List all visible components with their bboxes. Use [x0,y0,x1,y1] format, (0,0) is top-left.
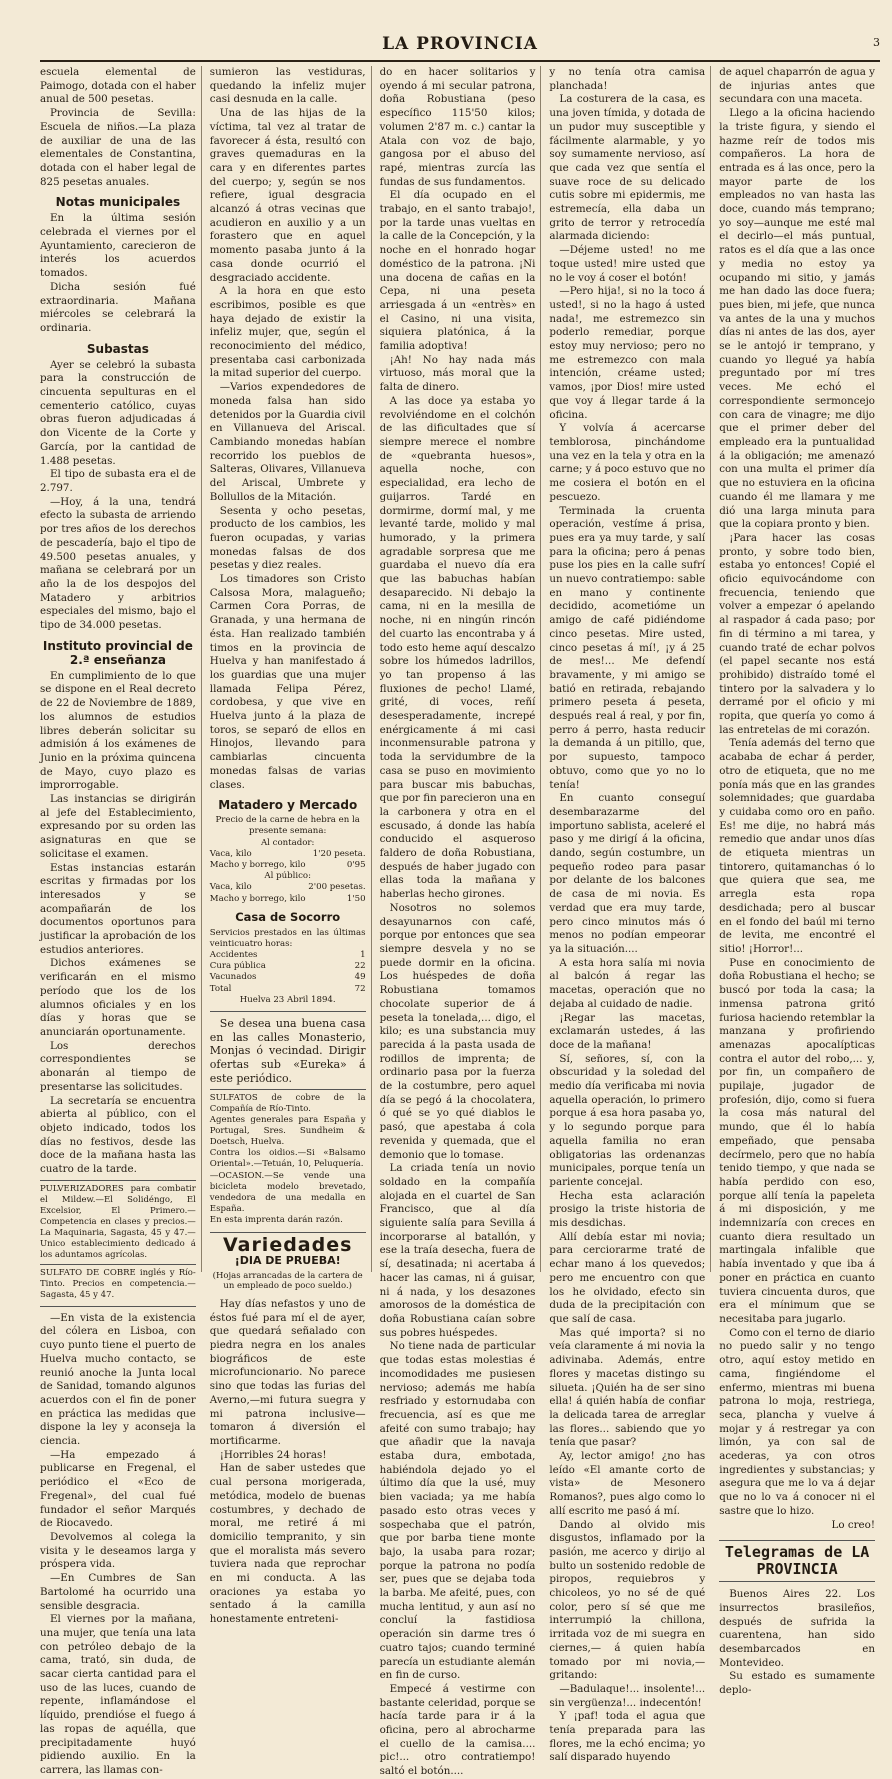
paragraph: —Hoy, á la una, tendrá efecto la subasta de arriendo por tres años de los derechos de pescadería, bajo el tipo de 49.500 pesetas anuales, y mañana se celebrará por un año la de los despojos del Matadero y arbitrios especiales del mismo, bajo el tipo de 34.000 pesetas. [40,495,196,632]
paragraph: Su estado es sumamente deplo- [719,1670,875,1697]
paragraph: Hay días nefastos y uno de éstos fué para mí el de ayer, que quedará señalado con piedra negra en los anales biográficos de este microfuncionario. No parece sino que todas las furias del Averno,—mi futura suegra y mi patrona inclusive—tomaron á diversión el mortificarme. [209,1297,366,1447]
classified: Se desea una buena casa en las calles Monasterio, Monjas ó vecindad. Dirigir ofertas sub «Eureka» á este periódico. [209,1017,366,1085]
price-row [210,860,366,871]
paragraph: ¡Horribles 24 horas! [219,1448,327,1461]
paragraph: La secretaría se encuentra abierta al público, con el objeto indicado, todos los días no festivos, desde las doce de la mañana hasta las cuatro de la tarde. [40,1094,196,1176]
paragraph: Y ¡paf! toda el agua que tenía preparada para las flores, me la echó encima; yo salí disparado huyendo [549,1710,706,1764]
paragraph: Buenos Aires 22. Los insurrectos brasileños, después de sufrida la cuarentena, han sido desembarcados en Montevideo. [719,1588,875,1669]
advertisement: SULFATO DE COBRE inglés y Río-Tinto. Precios en competencia.—Sagasta, 45 y 47. [40,1264,196,1301]
paragraph: Han de saber ustedes que cual persona morigerada, metódica, modelo de buenas costumbres, y dechado de moral, me retiré á mi domicilio tempranito, y sin que el moralista más severo tuviera nada que reprochar en mi conducta. A las oraciones ya estaba yo sentado á la camilla honestamente entreteni- [209,1462,366,1626]
paragraph: —En vista de la existencia del cólera en Lisboa, con cuyo punto tiene el puerto de Huelva mucho contacto, se reunió anoche la Junta local de Sanidad, tomando algunos acuerdos con el fin de poner en práctica las medidas que dispone la ley y aconseja la ciencia. [40,1311,196,1448]
paragraph: En cumplimiento de lo que se dispone en el Real decreto de 22 de Noviembre de 1889, los alumnos de estudios libres deberán solicitar su admisión á los exámenes de Junio en la próxima quincena de Mayo, cuyo plazo es improrrogable. [40,669,196,792]
price-value: 2'00 pesetas. [308,882,366,893]
page-number: 3 [873,36,880,49]
market-subheading: Al contador: [260,837,315,848]
section-heading: Matadero y Mercado [218,798,358,813]
paragraph: En cuanto conseguí desembarazarme del importuno sablista, aceleré el paso y me dirigí á la oficina, dando, según costumbre, un pequeño rodeo para pasar por delante de los balcones de casa de mi novia. Es verdad que era muy tarde, pero cinco minutos más ó menos no podían empeorar ya la situación.... [549,792,706,955]
paragraph: Ayer se celebró la subasta para la construcción de cincuenta sepulturas en el cementerio católico, cuyas obras fueron adjudicadas á don Vicente de la Corte y García, por la cantidad de 1.488 pesetas. [40,358,196,467]
paragraph: Hecha esta aclaración prosigo la triste historia de mis desdichas. [549,1189,706,1230]
column-2 [209,66,372,1626]
price-row [210,882,366,893]
article-subtitle: (Hojas arrancadas de la cartera de un empleado de poco sueldo.) [212,1270,363,1292]
paragraph: Empecé á vestirme con bastante celeridad, porque se hacía tarde para ir á la oficina, pero al abrocharme el cuello de la camisa.... pic!... otro contratiempo! saltó el botón.... [379,1682,536,1778]
advertisement: SULFATOS de cobre de la Compañía de Río-Tinto. [210,1089,366,1115]
paragraph: Llego a la oficina haciendo la triste figura, y siendo el hazme reír de todos mis compañeros. La hora de entrada es á las once, pero la mayor parte de los empleados no van hasta las doce, cuando más temprano; yo soy—aunque me esté mal el decirlo—el más puntual, ratos es el día que a las once y media no estoy ya ocupando mi sitio, y jamás me han dado las doce fuera; pues bien, mi jefe, que nunca va antes de la una y muchos días ni antes de las dos, ayer se le antojó ir temprano, y cuando yo llegué ya había preguntado por mí tres veces. Me echó el correspondiente sermoncejo con cara de vinagre; me dijo que el primer deber del empleado era la puntualidad á la obligación; me amenazó con una multa el primer día que no estuviera en la oficina cuando él me llamara y me dió una larga minuta para que la copiara pronto y bien. [719,107,875,531]
paragraph: —Badulaque!... insolente!... sin vergüenza!... indecentón! [549,1682,706,1709]
advertisement: PULVERIZADORES para combatir el Mildew.—El Solidéngo, El Excelsior, El Primero.—Competencia en clases y precios.—La Maquinaria, Sagasta, 45 y 47.—Unico establecimiento dedicado á los aduntamos agrícolas. [40,1180,196,1261]
services-label: Accidentes [209,950,258,960]
section-title: Telegramas de LA PROVINCIA [719,1540,875,1582]
divider [40,1306,196,1307]
services-value: 22 [354,961,366,972]
column-4 [549,66,711,1764]
paragraph: ¡Ah! No hay nada más virtuoso, más moral que la falta de dinero. [379,353,536,394]
paragraph: Dicha sesión fué extraordinaria. Mañana miércoles se celebrará la ordinaria. [40,280,196,334]
column-1 [40,66,202,1776]
columns [40,66,880,1778]
paragraph: —Déjeme usted! no me toque usted! mire usted que no le voy á coser el botón! [549,244,706,284]
paragraph: Sesenta y ocho pesetas, producto de los cambios, les fueron ocupadas, y varias monedas falsas de dos pesetas y diez reales. [209,504,366,572]
paragraph: Dichos exámenes se verificarán en el mismo período que los de los alumnos oficiales y en los días y horas que se anunciarán oportunamente. [40,957,196,1038]
column-5 [719,66,880,1697]
paragraph: —En Cumbres de San Bartolomé ha ocurrido una sensible desgracia. [40,1572,196,1612]
dateline: Huelva 23 Abril 1894. [239,994,336,1005]
section-heading: Notas municipales [55,195,181,210]
column-3 [379,66,542,1778]
price-row [210,894,366,905]
paragraph: A esta hora salía mi novia al balcón á regar las macetas, operación que no dejaba al cuidado de nadie. [549,956,706,1010]
price-value: 0'95 [346,860,366,871]
section-heading: Instituto provincial de 2.ª enseñanza [42,638,193,667]
services-value: 72 [354,983,366,994]
paragraph: Puse en conocimiento de doña Robustiana el hecho; se buscó por toda la casa; la inmensa patrona gritó furiosa haciendo retemblar la manzana y profiriendo amenazas apocalípticas contra el autor del robo,... y, por fin, un compañero de pupilaje, jugador de profesión, dijo, como si fuera la cosa más natural del mundo, que él lo había empeñado, que pensaba decírmelo, pero que no había tenido tiempo, y que nada se había perdido con eso, porque allí tenía la papeleta á mi disposición, y me indemnizaría con creces en cuanto diera resultado un martingala infalible que había inventado y que iba á poner en práctica en cuanto tuviera cincuenta duros, que era el mínimum que se necesitaba para jugarlo. [719,956,875,1325]
paragraph: Ay, lector amigo! ¿no has leído «El amante corto de vista» de Mesonero Romanos?, pues algo como lo allí escrito me pasó á mí. [549,1450,706,1517]
services-row [210,972,366,983]
advertisement: Agentes generales para España y Portugal, Sres. Sundheim & Doetsch, Huelva. [209,1114,366,1147]
services-label: Cura pública [209,961,266,972]
paragraph: No tiene nada de particular que todas estas molestias é incomodidades me pusiesen nervioso; además me había resfriado y estornudaba con frecuencia, así es que me afeité con sumo trabajo; hay que añadir que la navaja estaba dura, embotada, habiéndola dejado yo el último día que la usé, muy bien vaciada; ya me había pasado esto otras veces y sospechaba que el patrón, que por barba tiene monte bajo, la usaba para rozar; porque la patrona no podía ser, pues que se dejaba toda la barba. Me afeité, pues, con mucha lentitud, y aun así no concluí la fastidiosa operación sin darme tres ó cuatro tajos; cuando terminé parecía un estudiante alemán en fin de curso. [379,1340,536,1682]
services-row [210,961,366,972]
paragraph: Terminada la cruenta operación, vestíme á prisa, pues era ya muy tarde, y salí para la oficina; pero á penas puse los pies en la calle sufrí un nuevo contratiempo: sable en mano y continente decidido, acometióme un amigo de café pidiéndome cinco pesetas. Mire usted, cinco pesetas á mí!, ¡y á 25 de mes!... Me defendí bravamente, y mi amigo se batió en retirada, rebajando primero peseta á peseta, después real á real, y por fin, perro á perro, hasta reducir la demanda á un pitillo, que, por supuesto, tampoco obtuvo, como que yo no lo tenía! [549,504,706,791]
paragraph: Provincia de Sevilla: Escuela de niños.—La plaza de auxiliar de una de las elementales de Constantina, dotada con el haber legal de 825 pesetas anuales. [40,107,196,188]
advertisement: —OCASION.—Se vende una bicicleta modelo brevetado, vendedora de una medalla en España. [209,1170,366,1215]
divider [210,1232,366,1233]
paragraph: El tipo de subasta era el de 2.797. [40,468,196,494]
paragraph: En la última sesión celebrada el viernes por el Ayuntamiento, carecieron de interés los acuerdos tomados. [40,212,196,280]
page-header [40,30,880,62]
services-label: Vacunados [209,972,257,983]
price-row [210,849,366,860]
price-label: Vaca, kilo [209,848,252,859]
services-value: 49 [354,972,366,983]
services-label: Total [209,983,232,994]
section-title: Variedades [222,1233,353,1256]
advertisement: Contra los oidios.—Si «Balsamo Oriental».—Tetuán, 10, Peluquería. [209,1148,366,1170]
paragraph: Las instancias se dirigirán al jefe del Establecimiento, expresando por su orden las asignaturas en que se solicitase el examen. [40,793,196,860]
paragraph: El día ocupado en el trabajo, en el santo trabajo!, por la tarde unas vueltas en la calle de la Concepción, y la noche en el honrado hogar doméstico de la patrona. ¡Ni una docena de cañas en la Cepa, ni una peseta arriesgada á un «entrès» en el Casino, ni una visita, siquiera platónica, á la familia adoptiva! [379,189,536,353]
paragraph: do en hacer solitarios y oyendo á mi secular patrona, doña Robustiana (peso específico 115'50 kilos; volumen 2'87 m. c.) cantar la Atala con voz de bajo, gangosa por el abuso del rapé, mientras zurcía las fundas de sus fundamentos. [379,66,536,188]
paragraph: escuela elemental de Paimogo, dotada con el haber anual de 500 pesetas. [40,66,196,106]
paragraph: Y volvía á acercarse temblorosa, pinchándome una vez en la tela y otra en la carne; y á poco estuvo que no me cosiera el botón en el pescuezo. [549,422,706,503]
paragraph: —Varios expendedores de moneda falsa han sido detenidos por la Guardia civil en Villanueva del Ariscal. Cambiando monedas habían recorrido los pueblos de Salteras, Olivares, Villanueva del Ariscal, Umbrete y Bollullos de la Mitación. [209,381,366,503]
services-row [210,950,366,961]
paragraph: y no tenía otra camisa planchada! [549,66,706,92]
paragraph: Mas qué importa? si no veía claramente á mi novia la adivinaba. Además, entre flores y macetas distingo su silueta. ¡Quién ha de ser sino ella! á quién había de confiar la delicada tarea de arreglar las flores... sabiendo que yo tenía que pasar? [549,1326,706,1449]
market-intro: Precio de la carne de hebra en la presente semana: [215,815,360,837]
paragraph: de aquel chaparrón de agua y de injurias antes que secundara con una maceta. [719,66,875,106]
divider [210,1011,366,1012]
price-label: Macho y borrego, kilo [209,893,306,904]
paragraph: A la hora en que esto escribimos, posible es que haya dejado de existir la infeliz mujer, que, según el reconocimiento del médico, presentaba casi carbonizada la mitad superior del cuerpo. [209,285,366,380]
section-heading: Subastas [86,341,149,356]
paragraph: A las doce ya estaba yo revolviéndome en el colchón de las dificultades que sí siempre merece el nombre de «quebranta huesos», aquella noche, con especialidad, era lecho de guijarros. Tardé en dormirme, dormí mal, y me levanté tarde, molido y mal humorado, y la primera agradable sorpresa que me guardaba el nuevo día era que las babuchas habían desaparecido. Ni debajo la cama, ni en la mesilla de noche, ni en ningún rincón del cuarto las encontraba y á todo esto heme aquí descalzo sobre los húmedos ladrillos, yo tan propenso á las fluxiones de pecho! Llamé, grité, di voces, reñí desesperadamente, increpé enérgicamente á mi casi inconmensurable patrona y toda la servidumbre de la casa se puso en movimiento para buscar mis babuchas, que por fin parecieron una en la carbonera y otra en el escusado, á donde las había conducido el asqueroso faldero de doña Robustiana, después de haber jugado con ellas toda la mañana y haberlas hecho girones. [379,394,536,901]
paragraph: Estas instancias estarán escritas y firmadas por los interesados y se acompañarán de los documentos oportunos para justificar la aprobación de los estudios anteriores. [40,861,196,956]
paragraph: —Pero hija!, si no la toco á usted!, si no la hago á usted nada!, me estremezco sin poderlo remediar, porque estoy muy nervioso; pero no me estremezco con mala intención, créame usted; vamos, ¡por Dios! mire usted que voy á llegar tarde á la oficina. [549,285,706,421]
article-title: ¡DIA DE PRUEBA! [234,1254,341,1268]
sign-off: Lo creo! [831,1518,875,1531]
paragraph: Nosotros no solemos desayunarnos con café, porque por entonces que sea siempre desvela y no se puede dormir en la oficina. Los huéspedes de doña Robustiana tomamos chocolate superior de á peseta la tonelada,... digo, el kilo; es una substancia muy parecida á la pasta usada de rodillos de imprenta; de ordinario pasa por la fuerza de la costumbre, pero aquel día se pegó á la chocolatera, ó qué se yo qué diablos le pasó, que apestaba á cola revenida y quemada, que el demonio que lo tomase. [379,901,536,1161]
price-value: 1'50 [346,893,366,904]
paragraph: El viernes por la mañana, una mujer, que tenía una lata con petróleo debajo de la cama, trató, sin duda, de sacar cierta cantidad para el uso de las luces, cuando de repente, inflamándose el líquido, prendióse el fuego á las ropas de aquélla, que precipitadamente huyó pidiendo auxilio. En la carrera, las llamas con- [40,1613,196,1776]
price-label: Macho y borrego, kilo [209,860,306,871]
masthead: LA PROVINCIA [382,34,538,54]
paragraph: Como con el terno de diario no puedo salir y no tengo otro, aquí estoy metido en cama, fingiéndome el enfermo, mientras mi buena patrona lo moja, restriega, seca, plancha y vuelve á mojar y á restregar ya con limón, ya con sal de acederas, ya con otros ingredientes y substancias; y asegura que me lo va á dejar que no lo va á conocer ni el sastre que lo hizo. [719,1326,875,1517]
services-total [210,984,366,995]
market-subheading: Al público: [264,871,311,882]
paragraph: Los derechos correspondientes se abonarán al tiempo de presentarse las solicitudes. [40,1039,196,1093]
paragraph: Dando al olvido mis disgustos, inflamado por la pasión, me acerco y dirijo al bulto un sostenido redoble de piropos, requiebros y chicoleos, yo no sé de qué color, pero sí sé que me interrumpió la chillona, irritada voz de mi suegra en ciernes,— á quien había tomado por mi novia,—gritando: [549,1518,706,1682]
paragraph: Una de las hijas de la víctima, tal vez al tratar de favorecer á ésta, resultó con graves quemaduras en la cara y en diferentes partes del cuerpo; y, según se nos refiere, igual desgracia alcanzó á otras vecinas que acudieron en auxilio y a un forastero que en aquel momento pasaba junto á la casa donde ocurrió el desgraciado accidente. [209,107,366,284]
paragraph: Tenía además del terno que acababa de echar á perder, otro de etiqueta, que no me ponía más que en las grandes solemnidades; que guardaba y cuidaba como oro en paño. Es! me dije, no habrá más remedio que andar unos días de etiqueta mientras un tintorero, quitamanchas ó lo que quiera que sea, me arregla esta ropa desdichada; pero al buscar en el fondo del baúl mi terno de levita, me encontré el sitio! ¡Horror!... [719,737,875,955]
paragraph: ¡Para hacer las cosas pronto, y sobre todo bien, estaba yo entonces! Copié el oficio equivocándome con frecuencia, teniendo que volver a empezar ó apelando al raspador á cada paso; por fin di término a mi tarea, y cuando traté de echar polvos (el papel secante nos está prohibido) distraído tomé el tintero por la salvadera y lo derramé por el oficio y mi ropita, que quería yo como á las entretelas de mi corazón. [719,531,875,736]
price-label: Vaca, kilo [209,882,252,893]
services-value: 1 [360,950,366,960]
paragraph: Allí debía estar mi novia; para cerciorarme traté de echar mano á los quevedos; pero me encuentro con que los he olvidado, efecto sin duda de la precipitación con que salí de casa. [549,1230,706,1325]
paragraph: ¡Regar las macetas, exclamarán ustedes, á las doce de la mañana! [549,1011,706,1051]
advertisement: En esta imprenta darán razón. [209,1215,343,1226]
paragraph: Los timadores son Cristo Calsosa Mora, malagueño; Carmen Cora Porras, de Granada, y una hermana de ésta. Han realizado también timos en la provincia de Huelva y han manifestado á los guardias que una mujer llamada Felipa Pérez, cordobesa, y que vive en Huelva junto á la plaza de toros, se separó de ellos en Hinojos, llevando para cambiarlas cincuenta monedas falsas de varias clases. [209,573,366,791]
price-value: 1'20 peseta. [312,848,366,859]
paragraph: Sí, señores, sí, con la obscuridad y la soledad del medio día verificaba mi novia aquella operación, lo primero porque á esa hora pasaba yo, y lo segundo porque para aquella familia no eran obligatorias las ordenanzas municipales, porque tenía un pariente concejal. [549,1052,706,1188]
paragraph: —Ha empezado á publicarse en Fregenal, el periódico el «Eco de Fregenal», del cual fué fundador el señor Marqués de Riocavedo. [40,1448,196,1530]
paragraph: Devolvemos al colega la visita y le deseamos larga y próspera vida. [40,1530,196,1571]
paragraph: sumieron las vestiduras, quedando la infeliz mujer casi desnuda en la calle. [209,66,366,106]
paragraph: La criada tenía un novio soldado en la compañía alojada en el cuartel de San Francisco, que al día siguiente salía para Sevilla á incorporarse al batallón, y ese la traía desecha, fuera de sí, desatinada; ni acertaba á hacer las camas, ni á guisar, ni á nada, y los desazones amorosos de la doméstica de doña Robustiana caían sobre sus pobres huéspedes. [379,1162,536,1339]
services-intro: Servicios prestados en las últimas veinticuatro horas: [209,927,366,949]
paragraph: La costurera de la casa, es una joven tímida, y dotada de un pudor muy susceptible y fácilmente alarmable, y yo soy sumamente nervioso, así que cada vez que sentía el suave roce de su delicado cutis sobre mi epidermis, me estremecía, ella daba un grito de terror y retrocedía alarmada diciendo: [549,93,706,243]
section-heading: Casa de Socorro [235,909,341,924]
